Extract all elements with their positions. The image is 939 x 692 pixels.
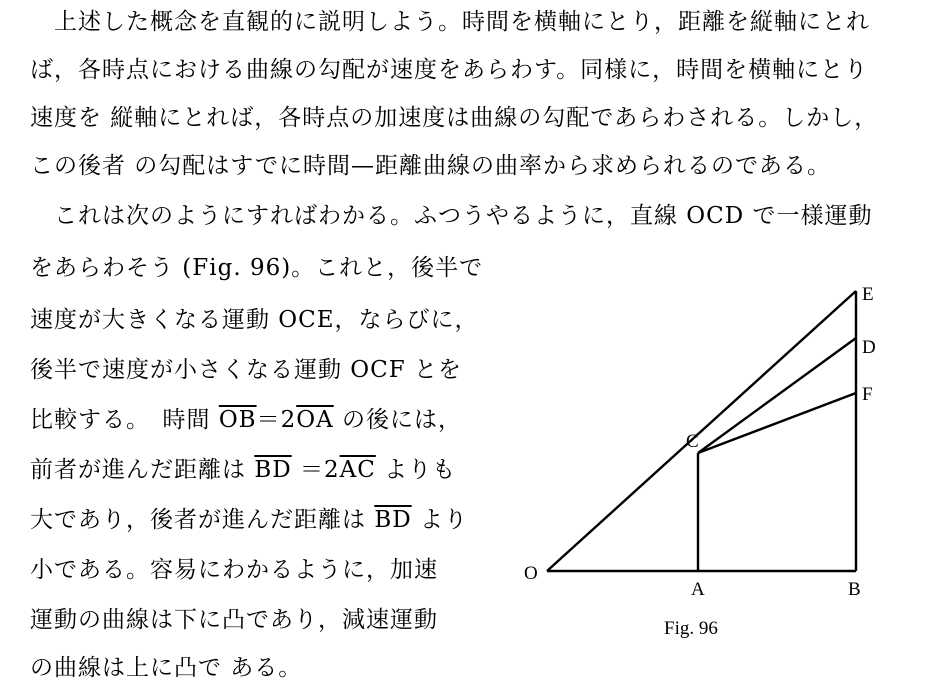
text-line-2: ば，各時点における曲線の勾配が速度をあらわす。同様に，時間を横軸にとり [30,57,869,83]
text-line-10-mid: ＝2 [291,457,340,483]
segment-bd-2: $\overline{BD}$ [374,507,412,533]
label-f: F [862,384,873,405]
text-line-8: 後半で速度が小さくなる運動 OCF とを [30,357,463,383]
label-c: C [686,431,699,452]
label-a: A [691,579,705,600]
label-b: B [848,579,861,600]
text-line-9-before: 比較する。 時間 [30,407,219,433]
text-line-12: 小である。容易にわかるように，加速 [30,557,438,583]
segment-ob: $\overline{OB}$ [218,407,257,433]
text-line-5: これは次のようにすればわかる。ふつうやるように，直線 OCD で一様運動 [30,203,873,229]
text-line-9 [30,406,462,434]
text-line-13: 運動の曲線は下に凸であり，減速運動 [30,607,438,633]
text-line-11-before: 大であり，後者が進んだ距離は [30,507,375,533]
text-line-9-mid: ＝2 [256,407,297,433]
text-line-11-after: より [411,507,468,533]
text-line-9-after: の後には， [333,407,462,433]
text-line-11 [30,506,468,534]
text-line-7: 速度が大きくなる運動 OCE，ならびに， [30,307,479,333]
figure-96 [510,275,910,645]
label-o: O [524,563,538,584]
label-e: E [862,284,874,305]
line-cd [698,338,856,453]
text-line-1: 上述した概念を直観的に説明しよう。時間を横軸にとり，距離を縦軸にとれ [30,9,870,35]
text-line-10-after: よりも [375,457,457,483]
text-line-10-before: 前者が進んだ距離は [30,457,255,483]
text-line-14: の曲線は上に凸で ある。 [30,655,303,681]
text-line-10 [30,456,456,484]
text-line-4: この後者 の勾配はすでに時間—距離曲線の曲率から求められるのである。 [30,153,832,179]
label-d: D [862,337,876,358]
segment-bd: $\overline{BD}$ [254,457,292,483]
line-oe [547,291,856,571]
segment-oa: $\overline{OA}$ [296,407,334,433]
text-line-6: をあらわそう (Fig. 96)。これと，後半で [30,255,484,281]
line-cf [698,393,856,453]
segment-ac: $\overline{AC}$ [339,457,376,483]
text-line-3: 速度を 縦軸にとれば，各時点の加速度は曲線の勾配であらわされる。しかし， [30,105,879,131]
figure-caption: Fig. 96 [664,618,718,639]
